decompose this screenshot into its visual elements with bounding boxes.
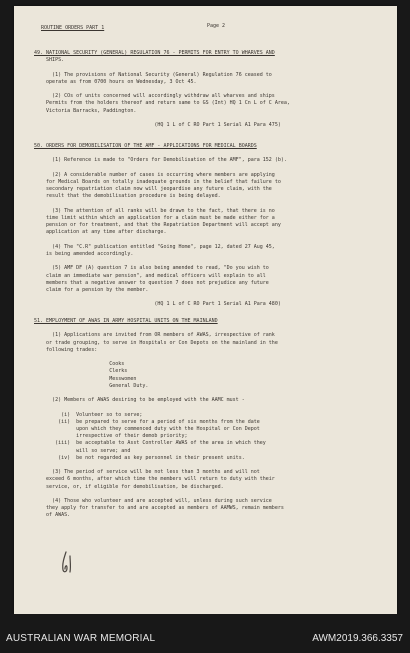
item-text-line: (4) Those who volunteer and are accepted will, unless during such service [34,498,272,504]
item-heading: 50. ORDERS FOR DEMOBILISATION OF THE AMF - APPLICATIONS FOR MEDICAL BOARDS [34,143,257,149]
item-text-line: (iii) be acceptable to Asst Controller AWAS of the area in which they [34,440,266,447]
item-text-line: is being amended accordingly. [34,251,134,257]
item-text-line: of AWAS. [34,512,71,519]
item-text-line: claim an immediate war pension", and medical officers will explain to all [34,272,266,279]
item-text-line: for Medical Boards on totally inadequate grounds in the belief that failure to [34,179,281,185]
item-text-line: irrespective of their demob priority; [34,433,188,440]
item-text-line: Victoria Barracks, Paddington. [34,107,137,114]
footer-bar [0,614,410,653]
item-text-line: (iv) be not regarded as key personnel in their present units. [34,454,245,461]
item-text-line: will so serve; and [34,447,131,454]
item-text-line: they apply for transfer to and are accepted as members of AAMWS, remain members [34,505,284,512]
signature-mark [58,550,78,574]
item-text-line: (i) Volunteer so to serve; [34,411,143,418]
item-text-line: claim for a pension by the member. [34,287,149,293]
item-text-line: (1) The provisions of National Security (General) Regulation 76 ceased to [34,71,272,78]
item-text-line: (HQ 1 L of C RO Part 1 Serial A1 Para 480) [34,301,281,308]
item-heading: 51. EMPLOYMENT OF AWAS IN ARMY HOSPITAL UNITS ON THE MAINLAND [34,318,218,324]
item-text-line: application at any time after discharge. [34,229,167,236]
item-text-line: secondary repatriation claim now will jeopardise any future claim, with the [34,186,272,193]
item-text-line: time limit within which an application for a claim must be made either for a [34,215,275,221]
item-text-line: service, or, if eligible for demobilisation, be discharged. [34,483,224,490]
item-text-line: pension or for treatment, and that the Repatriation Department will accept any [34,222,281,229]
item-text-line: upon which they commenced duty with the Hospital or Con Depot [34,426,260,432]
item-text-line: (2) A considerable number of cases is occurring where members are applying [34,171,275,178]
item-text-line: or trade grouping, to serve in Hospitals or Con Depots on the mainland in the [34,339,278,346]
item-text-line: following trades: [34,346,98,353]
item-text-line: SHIPS. [34,57,65,64]
item-text-line: (ii) be prepared to serve for a period of six months from the date [34,418,260,425]
item-text-line: (3) The attention of all ranks will be drawn to the fact, that there is no [34,207,275,214]
page-number: Page 2 [207,23,226,29]
item-heading: 49. NATIONAL SECURITY (GENERAL) REGULATION 76 - PERMITS FOR ENTRY TO WHARVES AND [34,50,275,56]
item-text-line: Messwomen [34,375,137,382]
document-page [14,6,397,614]
item-text-line: (4) The "C.R" publication entitled "Going Home", page 12, dated 27 Aug 45, [34,243,275,250]
item-text-line: (5) AMF DF (A) question 7 is also being amended to read, "Do you wish to [34,265,269,272]
item-text-line: (3) The period of service will be not less than 3 months and will not [34,469,260,476]
item-text-line: members that a negative answer to question 7 does not prejudice any future [34,279,269,286]
item-text-line: (HQ 1 L of C RO Part 1 Serial A1 Para 475) [34,122,281,128]
header-section: ROUTINE ORDERS PART 1 [41,25,105,31]
item-text-line: exceed 6 months, after which time the members will return to duty with their [34,476,275,483]
item-text-line: (2) COs of units concerned will accordingly withdraw all wharves and ships [34,93,275,100]
item-text-line: result that the demobilisation procedure is being delayed. [34,193,221,200]
item-text-line: (1) Applications are invited from OR members of AWAS, irrespective of rank [34,332,275,339]
item-text-line: Permits from the holders thereof and return same to GS (Int) HQ 1 Cn L of C Area, [34,100,290,107]
item-text-line: (1) Reference is made to "Orders for Demobilisation of the AMF", para 152 (b). [34,157,287,164]
item-text-line: General Duty. [34,382,149,389]
item-text-line: Cooks [34,361,125,368]
item-text-line: Clerks [34,368,128,375]
footer-institution: AUSTRALIAN WAR MEMORIAL [6,633,156,644]
item-text-line: operate as from 0700 hours on Wednesday, 3 Oct 45. [34,78,197,85]
footer-accession-number: AWM2019.366.3357 [312,633,403,644]
item-text-line: (2) Members of AWAS desiring to be employed with the AAMC must - [34,397,245,404]
